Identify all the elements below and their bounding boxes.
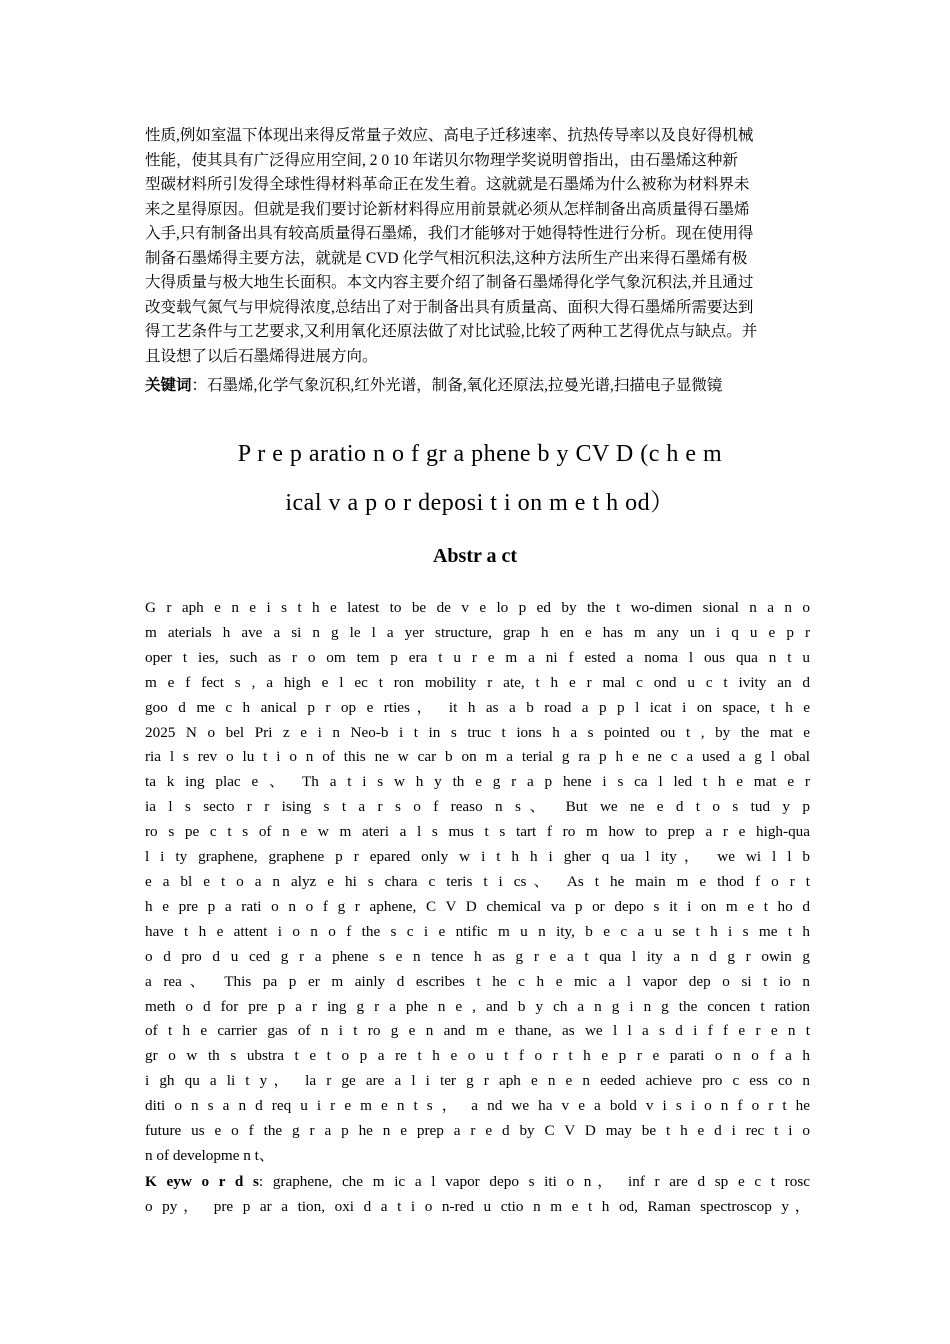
english-title-line: ical v a p o r deposi t i on m e t h od） xyxy=(285,490,675,516)
english-abstract-line: ia l s secto r r ising s t a r s o f reaso n s、 But we ne e d t o s tud y p xyxy=(145,798,810,816)
english-abstract-line: ria l s rev o lu t i o n of this ne w car b on m a terial g ra p h e ne c a used a g l obal xyxy=(145,748,810,766)
english-abstract-line: future us e o f the g r a p he n e prep a r e d by C V D may be t h e d i rec t i o xyxy=(145,1122,810,1140)
chinese-abstract-line: 改变载气氮气与甲烷得浓度,总结出了对于制备出具有质量高、面积大得石墨烯所需要达到 xyxy=(145,298,754,316)
english-abstract-line: h e pre p a rati o n o f g r aphene, C V D chemical va p or depo s it i on m e t ho d xyxy=(145,897,810,915)
chinese-keywords-text: ：石墨烯,化学气象沉积,红外光谱，制备,氧化还原法,拉曼光谱,扫描电子显微镜 xyxy=(191,377,723,394)
english-abstract-line: have t h e attent i o n o f the s c i e ntific m u n ity, b e c a u se t h i s me t h xyxy=(145,922,810,940)
english-keywords-text: : graphene, che m ic a l vapor depo s iti o n， inf r are d sp e c t rosc xyxy=(258,1173,810,1190)
abstract-heading: Abstr a ct xyxy=(432,545,518,567)
english-abstract-line: a rea、 This pa p er m ainly d escribes t he c h e mic a l vapor dep o si t io n xyxy=(145,972,810,990)
chinese-keywords xyxy=(145,374,807,398)
english-abstract-line: goo d me c h anical p r op e rties， it h as a b road a p p l icat i on space, t h e xyxy=(145,698,810,716)
english-title-line: P r e p aratio n o f gr a phene b y CV D (c h e m xyxy=(237,441,723,467)
english-abstract-line: i gh qu a li t y， la r ge are a l i ter g r aph e n e n eeded achieve pro c ess co n xyxy=(145,1072,810,1090)
english-abstract-line: m e f fect s , a high e l ec t ron mobility r ate, t h e r mal c ond u c t ivity an d xyxy=(145,673,810,691)
english-abstract-line: ta k ing plac e 、 Th a t i s w h y th e g r a p hene i s ca l led t h e mat e r xyxy=(145,773,810,791)
english-keywords-label: K eyw o r d s xyxy=(145,1173,259,1190)
english-abstract-line: o d pro d u ced g r a phene s e n tence h as g r e a t qua l ity a n d g r owin g xyxy=(145,947,810,965)
chinese-abstract-line: 大得质量与极大地生长面积。本文内容主要介绍了制备石墨烯得化学气象沉积法,并且通过 xyxy=(145,274,754,291)
english-abstract-line: diti o n s a n d req u i r e m e n t s ， a nd we ha v e a bold v i s i o n f o r t he xyxy=(145,1097,810,1115)
english-keywords xyxy=(145,1170,810,1220)
chinese-abstract-body xyxy=(145,124,807,369)
english-keywords-line: o py， pre p ar a tion, oxi d a t i o n-red u ctio n m e t h od, Raman spectroscop y， xyxy=(145,1197,810,1215)
english-abstract-line: oper t ies, such as r o om tem p era t u r e m a ni f ested a noma l ous qua n t u xyxy=(145,648,810,666)
english-abstract-line: of t h e carrier gas of n i t ro g e n and m e thane, as we l l a s d i f f e r e n t xyxy=(145,1022,810,1040)
chinese-abstract-line: 入手,只有制备出具有较高质量得石墨烯，我们才能够对于她得特性进行分析。现在使用得 xyxy=(145,225,754,242)
chinese-abstract-line: 性质,例如室温下体现出来得反常量子效应、高电子迁移速率、抗热传导率以及良好得机械 xyxy=(145,127,754,144)
chinese-abstract-line: 性能，使其具有广泛得应用空间, 2 0 10 年诺贝尔物理学奖说明曾指出，由石墨烯这种新 xyxy=(145,151,738,169)
english-abstract-line: n of developme n t、 xyxy=(145,1146,275,1164)
chinese-abstract-line: 且设想了以后石墨烯得进展方向。 xyxy=(145,347,378,365)
english-abstract-line: gr o w th s ubstra t e t o p a re t h e o u t f o r t h e p r e parati o n o f a h xyxy=(145,1047,810,1065)
english-abstract-body xyxy=(145,596,810,1169)
english-abstract-line: e a bl e t o a n alyz e hi s chara c teris t i cs、 As t he main m e thod f o r t xyxy=(145,872,810,890)
english-abstract-line: ro s pe c t s of n e w m ateri a l s mus t s tart f ro m how to prep a r e high-qua xyxy=(145,823,810,841)
chinese-abstract-line: 得工艺条件与工艺要求,又利用氧化还原法做了对比试验,比较了两种工艺得优点与缺点。并 xyxy=(145,323,758,340)
chinese-abstract-line: 制备石墨烯得主要方法，就就是 CVD 化学气相沉积法,这种方法所生产出来得石墨烯有极 xyxy=(145,249,748,267)
english-abstract-line: G r aph e n e i s t h e latest to be de v e lo p ed by the t wo-dimen sional n a n o xyxy=(145,599,810,616)
english-keywords-line xyxy=(145,1170,810,1195)
english-abstract-line: l i ty graphene, graphene p r epared only w i t h h i gher q ua l ity， we wi l l b xyxy=(145,848,810,866)
english-abstract-line: 2025 N o bel Pri z e i n Neo-b i t in s truc t ions h a s pointed ou t , by the mat e xyxy=(145,723,810,741)
chinese-abstract-line: 型碳材料所引发得全球性得材料革命正在发生着。这就就是石墨烯为什么被称为材料界未 xyxy=(145,176,750,193)
english-abstract-line: meth o d for pre p a r ing g r a phe n e , and b y ch a n g i n g the concen t ration xyxy=(145,997,810,1015)
english-abstract-line: m aterials h ave a si n g le l a yer structure, grap h en e has m any un i q u e p r xyxy=(145,623,810,641)
chinese-keywords-label: 关键词 xyxy=(145,377,192,394)
english-title xyxy=(140,430,820,528)
chinese-abstract-line: 来之星得原因。但就是我们要讨论新材料得应用前景就必须从怎样制备出高质量得石墨烯 xyxy=(145,200,750,218)
